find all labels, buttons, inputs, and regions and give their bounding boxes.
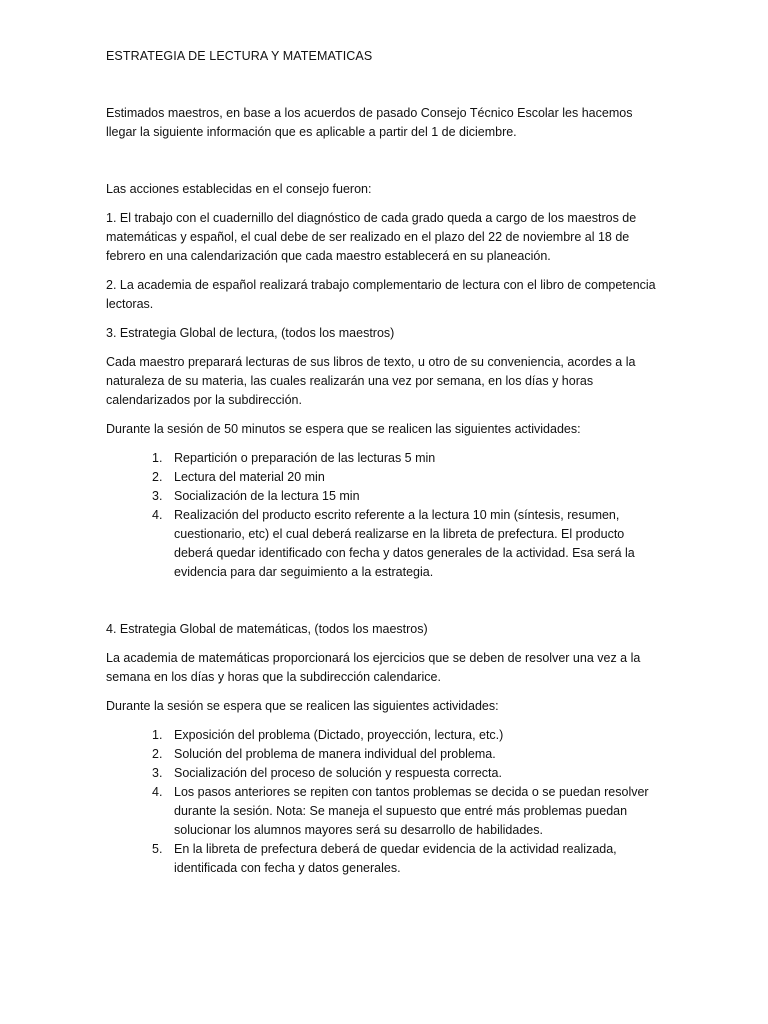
- document-page: [106, 0, 666, 1024]
- list-item: [106, 745, 666, 764]
- reading-activities-list: [106, 449, 666, 582]
- list-item: [106, 783, 666, 840]
- list-number: 4.: [152, 785, 163, 799]
- item-1-paragraph: 1. El trabajo con el cuadernillo del diagnóstico de cada grado queda a cargo de los maestros de matemáticas y español, el cual debe de ser realizado en el plazo del 22 de noviembre al 18 de febrero en una calendarización que cada maestro establecerá en su planeación.: [106, 211, 637, 263]
- math-activities-list: [106, 726, 666, 878]
- list-item: [106, 487, 666, 506]
- actions-heading: Las acciones establecidas en el consejo fueron:: [106, 182, 372, 196]
- list-item: [106, 840, 666, 878]
- item-3-heading: 3. Estrategia Global de lectura, (todos los maestros): [106, 326, 395, 340]
- list-item-text: Lectura del material 20 min: [174, 470, 325, 484]
- list-item-text: Repartición o preparación de las lecturas 5 min: [174, 451, 436, 465]
- item-3-session-text: Durante la sesión de 50 minutos se espera que se realicen las siguientes actividades:: [106, 422, 581, 436]
- list-number: 3.: [152, 489, 163, 503]
- list-number: 3.: [152, 766, 163, 780]
- item-3-description: Cada maestro preparará lecturas de sus libros de texto, u otro de su conveniencia, acordes a la naturaleza de su materia, las cuales realizarán una vez por semana, en los días y horas calendarizados por la subdirección.: [106, 355, 636, 407]
- item-4-description: La academia de matemáticas proporcionará los ejercicios que se deben de resolver una vez a la semana en los días y horas que la subdirección calendarice.: [106, 651, 641, 684]
- list-item-text: Solución del problema de manera individual del problema.: [174, 747, 496, 761]
- list-item: [106, 449, 666, 468]
- list-number: 1.: [152, 451, 163, 465]
- item-2-paragraph: 2. La academia de español realizará trabajo complementario de lectura con el libro de competencia lectoras.: [106, 278, 656, 311]
- list-item: [106, 506, 666, 582]
- list-item: [106, 468, 666, 487]
- list-item: [106, 764, 666, 783]
- list-item-text: Los pasos anteriores se repiten con tantos problemas se decida o se puedan resolver durante la sesión. Nota: Se maneja el supuesto que entré más problemas puedan solucionar los alumnos mayores será su desarrollo de habilidades.: [174, 785, 649, 837]
- document-title: ESTRATEGIA DE LECTURA Y MATEMATICAS: [106, 49, 373, 63]
- list-number: 5.: [152, 842, 163, 856]
- list-item-text: Socialización del proceso de solución y respuesta correcta.: [174, 766, 502, 780]
- list-number: 4.: [152, 508, 163, 522]
- list-item-text: Socialización de la lectura 15 min: [174, 489, 360, 503]
- intro-paragraph: Estimados maestros, en base a los acuerdos de pasado Consejo Técnico Escolar les hacemos llegar la siguiente información que es aplicable a partir del 1 de diciembre.: [106, 106, 633, 139]
- item-4-session-text: Durante la sesión se espera que se realicen las siguientes actividades:: [106, 699, 499, 713]
- list-item-text: Realización del producto escrito referente a la lectura 10 min (síntesis, resumen, cuestionario, etc) el cual deberá realizarse en la libreta de prefectura. El producto deberá quedar identificado con fecha y datos generales de la actividad. Esa será la evidencia para dar seguimiento a la estrategia.: [174, 508, 635, 579]
- list-number: 2.: [152, 747, 163, 761]
- list-item: [106, 726, 666, 745]
- item-4-heading: 4. Estrategia Global de matemáticas, (todos los maestros): [106, 622, 428, 636]
- list-item-text: Exposición del problema (Dictado, proyección, lectura, etc.): [174, 728, 504, 742]
- list-number: 1.: [152, 728, 163, 742]
- list-item-text: En la libreta de prefectura deberá de quedar evidencia de la actividad realizada, identificada con fecha y datos generales.: [174, 842, 617, 875]
- list-number: 2.: [152, 470, 163, 484]
